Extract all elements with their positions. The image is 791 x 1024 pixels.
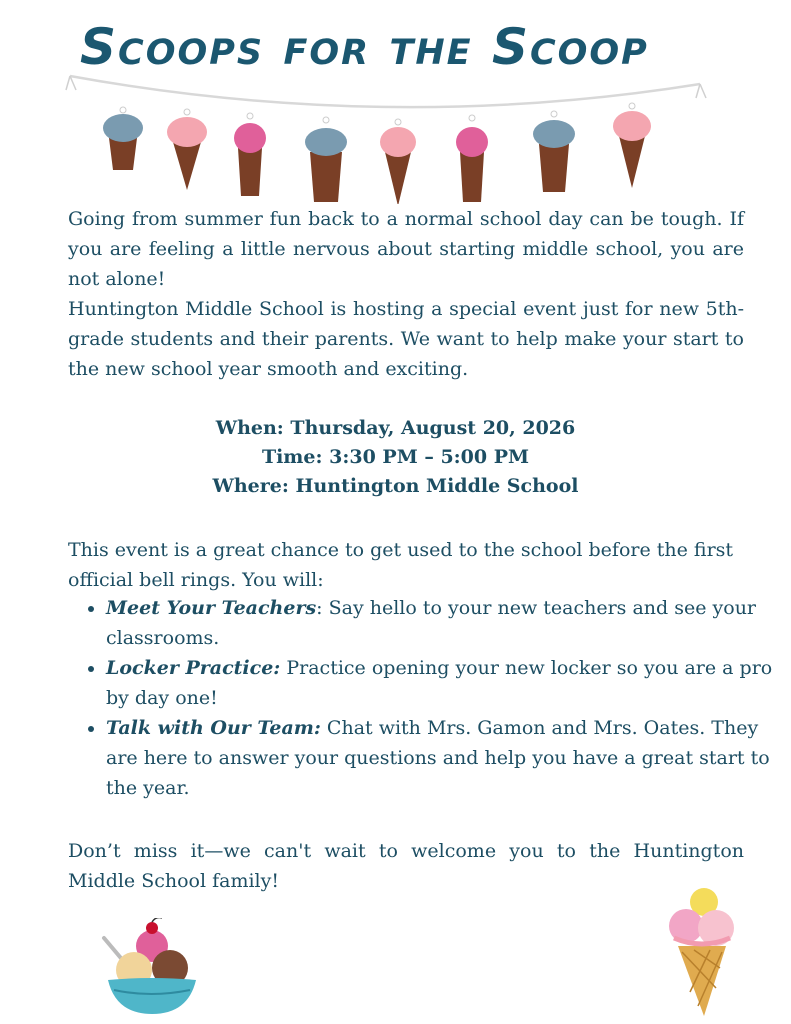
ice-cream-garland-icon [60,64,720,204]
closing-paragraph: Don’t miss it—we can't wait to welcome you to the Huntington Middle School family! [68,840,744,892]
list-item-label: Talk with Our Team: [106,717,321,739]
intro-paragraph-2: Huntington Middle School is hosting a special event just for new 5th-grade students and their parents. We want to help make your start to the new school year smooth and exciting. [68,298,744,380]
event-time: Time: 3:30 PM – 5:00 PM [261,446,530,468]
page-title: Scoops for the Scoop [80,18,649,76]
list-item-label: Meet Your Teachers [106,597,317,619]
list-item [106,653,776,713]
list-item-text: Practice opening your new locker so you are a pro by day one! [106,657,773,709]
body-lead: This event is a great chance to get used to the school before the first official bell rings. You will: [68,539,734,591]
list-item-text: Chat with Mrs. Gamon and Mrs. Oates. They are here to answer your questions and help you have a great start to the year. [106,717,770,799]
event-when: When: Thursday, August 20, 2026 [215,417,576,439]
event-where: Where: Huntington Middle School [212,475,579,497]
activity-list [80,593,776,803]
list-item-text: : Say hello to your new teachers and see your classrooms. [106,597,757,649]
list-item [106,593,776,653]
ice-cream-sundae-icon [96,918,206,1018]
intro-paragraph-1: Going from summer fun back to a normal school day can be tough. If you are feeling a little nervous about starting middle school, you are not alone! [68,208,744,290]
event-details [0,414,791,501]
list-item [106,713,776,803]
ice-cream-cone-icon [664,888,740,1018]
list-item-label: Locker Practice: [106,657,281,679]
